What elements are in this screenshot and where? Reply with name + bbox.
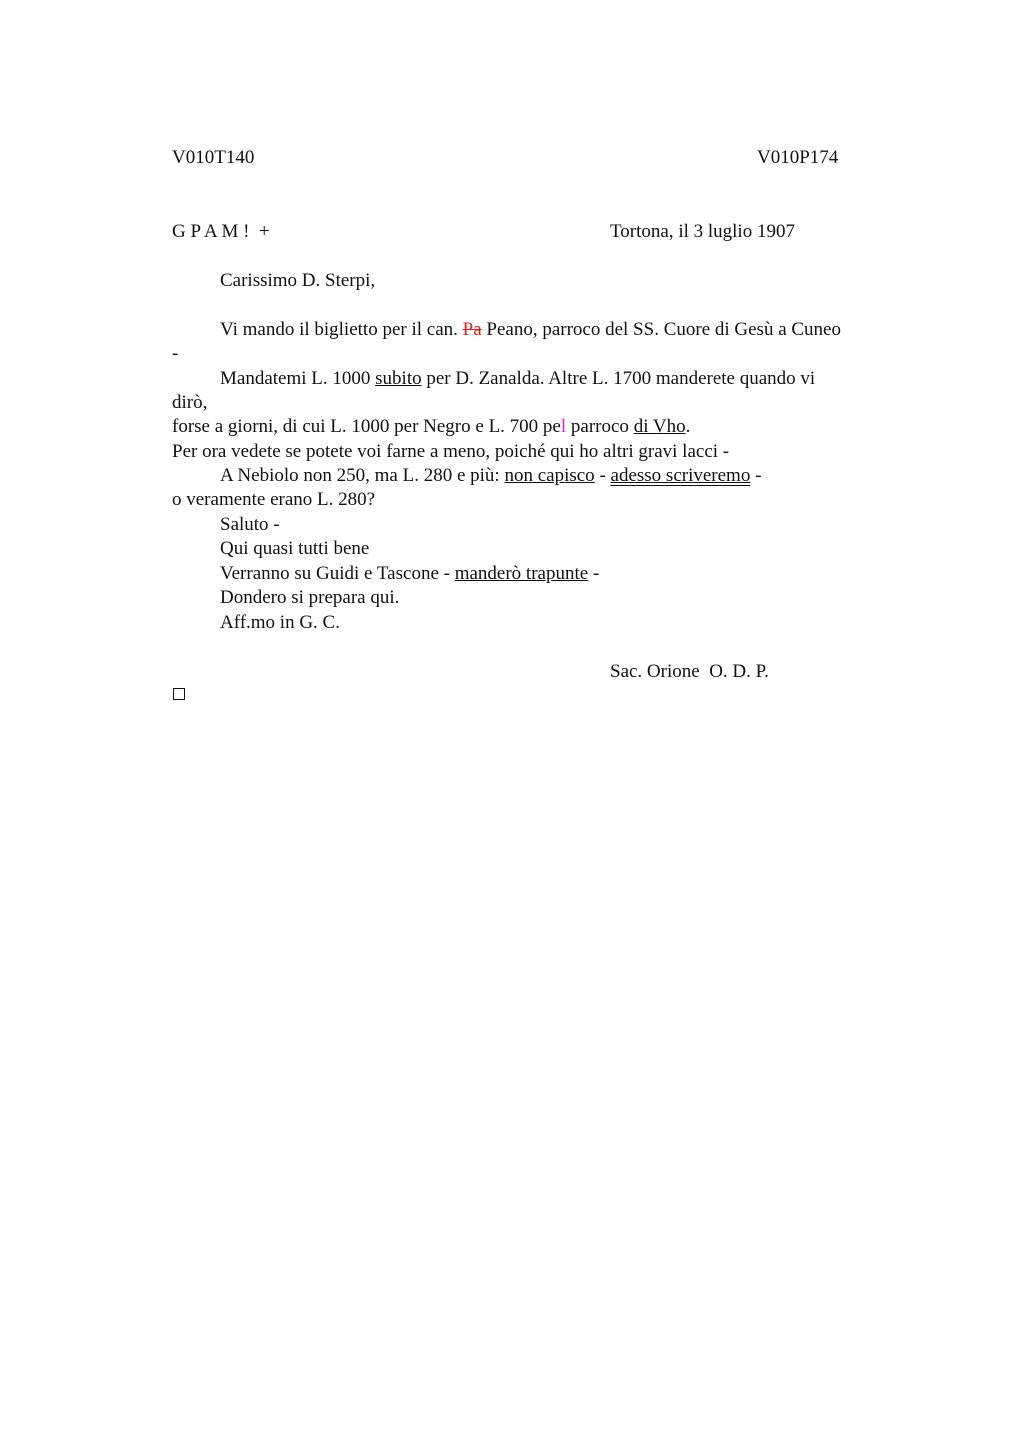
signature: Sac. Orione O. D. P. [610,661,769,682]
body-line-1-dash: - [172,343,179,364]
place-date: Tortona, il 3 luglio 1907 [610,221,795,242]
text-run: forse a giorni, di cui L. 1000 per Negro e L. 700 pe [172,416,561,437]
body-line-4: Per ora vedete se potete voi farne a meno, poiché qui ho altri gravi lacci - [172,441,730,462]
body-line-5-continuation: o veramente erano L. 280? [172,489,376,510]
text-run: parroco [566,416,634,437]
text-run: Vi mando il biglietto per il can. [220,319,463,340]
document-code-left: V010T140 [172,147,255,168]
double-underlined-text: adesso scriveremo [610,465,751,486]
underlined-text: non capisco [504,465,595,486]
text-run: per D. Zanalda. Altre L. 1700 manderete quando vi [421,368,816,389]
body-line-7: Qui quasi tutti bene [220,538,370,559]
body-line-9: Dondero si prepara qui. [220,587,400,608]
text-run: Peano, parroco del SS. Cuore di Gesù a Cuneo [481,319,841,340]
deleted-text: Pa [462,319,482,340]
closing: Aff.mo in G. C. [220,612,340,633]
invocation: G P A M ! + [172,221,270,242]
text-run: - [588,563,600,584]
underlined-text: di Vho [633,416,686,437]
salutation: Carissimo D. Sterpi, [220,270,376,291]
body-line-2 [220,367,815,391]
text-run: - [750,465,762,486]
body-line-3 [172,415,690,439]
text-run: A Nebiolo non 250, ma L. 280 e più: [220,465,505,486]
end-of-document-box-icon [173,688,185,700]
document-code-right: V010P174 [757,147,839,168]
text-run: Verranno su Guidi e Tascone - [220,563,455,584]
body-line-2-continuation: dirò, [172,392,208,413]
body-line-5 [220,464,761,488]
text-run: - [594,465,611,486]
underlined-text: manderò trapunte [454,563,589,584]
body-line-6: Saluto - [220,514,280,535]
text-run: . [685,416,691,437]
underlined-text: subito [375,368,422,389]
body-line-1 [220,318,841,342]
inserted-text: l [560,416,567,437]
text-run: Mandatemi L. 1000 [220,368,376,389]
body-line-8 [220,562,599,586]
